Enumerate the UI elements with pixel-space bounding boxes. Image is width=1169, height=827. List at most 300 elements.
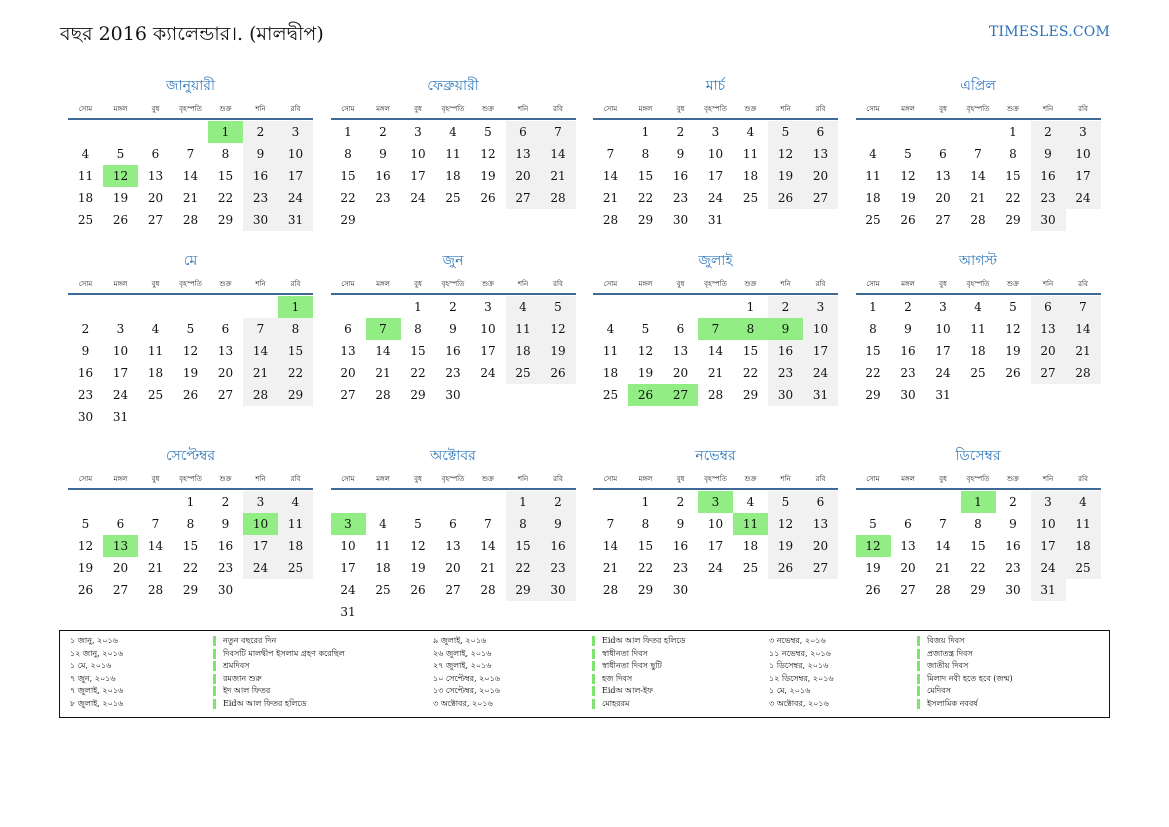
weekday-label: রবি [553,105,563,113]
weekday-label: মঙ্গল [638,280,653,288]
day-cell: 1 [414,300,422,314]
day-cell: 10 [112,344,129,358]
day-cell: 23 [1005,561,1021,575]
weekday-label: সোম [866,475,880,483]
day-cell: 30 [672,583,689,597]
legend-date: ১২ জানু, ২০১৬ [70,648,124,658]
month-name: জুন [442,253,464,269]
day-cell: 27 [900,583,916,597]
day-cell: 11 [970,322,986,336]
day-cell: 25 [970,366,986,380]
day-cell: 17 [1031,535,1066,557]
weekday-label: সোম [341,280,355,288]
day-cell: 29 [182,583,199,597]
day-cell: 19 [182,366,199,380]
legend-dates-col1 [70,635,123,710]
day-cell: 8 [1009,147,1017,161]
day-cell: 8 [869,322,877,336]
day-cell: 6 [344,322,352,336]
day-cell: 21 [602,561,619,575]
day-cell: 5 [541,296,576,318]
day-cell: 21 [1066,340,1101,362]
day-cell: 10 [340,539,356,553]
weekday-label: সোম [603,475,618,483]
day-cell: 25 [375,583,391,597]
day-cell: 21 [480,561,496,575]
day-cell: 23 [672,561,689,575]
day-cell: 5 [116,147,125,161]
day-cell: 6 [221,322,230,336]
day-cell: 16 [672,169,689,183]
day-cell: 23 [672,191,689,205]
day-cell: 16 [541,535,576,557]
site-link[interactable]: TIMESLES.COM [989,24,1110,40]
day-cell: 9 [449,322,457,336]
weekday-label: মঙ্গল [113,105,128,113]
day-cell: 22 [217,191,234,205]
month-calendar [593,249,838,419]
day-cell: 19 [900,191,916,205]
weekday-label: শুক্র [482,105,494,113]
legend-event: স্বাধীনতা দিবস ছুটি [592,660,685,673]
day-cell: 30 [445,388,461,402]
day-cell: 13 [506,143,541,165]
legend-event: মোহররম [592,698,685,711]
weekday-label: শনি [780,475,791,483]
day-cell: 22 [340,191,356,205]
day-cell: 29 [970,583,986,597]
day-cell: 27 [803,187,838,209]
weekday-label: শনি [255,105,266,113]
day-cell: 1 [186,495,195,509]
day-cell: 24 [480,366,496,380]
weekday-label: রবি [290,475,301,483]
header-rule [331,293,576,295]
legend-event: প্রজাতন্ত্র দিবস [917,648,1013,661]
day-cell: 7 [243,318,278,340]
day-cell: 6 [904,517,912,531]
day-cell: 21 [707,366,724,380]
weekday-label: বুধ [151,475,160,483]
day-cell: 17 [278,165,313,187]
weekday-label: মঙ্গল [901,280,915,288]
day-cell: 14 [970,169,986,183]
day-cell: 18 [602,366,619,380]
day-cell: 31 [707,213,724,227]
day-cell: 19 [410,561,426,575]
day-cell: 27 [506,187,541,209]
day-cell: 20 [217,366,234,380]
weekday-label: শুক্র [1007,280,1019,288]
day-cell: 20 [147,191,164,205]
day-cell: 3 [698,491,733,513]
day-cell: 9 [243,143,278,165]
weekday-label: মঙ্গল [901,475,915,483]
day-cell: 1 [506,491,541,513]
day-cell: 10 [278,143,313,165]
day-cell: 22 [410,366,426,380]
day-cell: 23 [768,362,803,384]
weekday-label: বুধ [414,280,422,288]
day-cell: 16 [1031,165,1066,187]
weekday-header [331,278,576,292]
day-cell: 13 [103,535,138,557]
legend-date: ১১ নভেম্বর, ২০১৬ [769,648,831,658]
weekday-label: বৃহস্পতি [179,475,202,483]
weekday-label: শুক্র [1007,105,1019,113]
day-cell: 1 [1009,125,1017,139]
day-cell: 28 [147,583,164,597]
day-cell: 27 [1031,362,1066,384]
day-cell: 4 [1066,491,1101,513]
legend-event: ইসলামিক নববর্ষ [917,698,1013,711]
weekday-label: সোম [866,105,880,113]
day-cell: 12 [182,344,199,358]
day-cell: 26 [865,583,881,597]
day-cell: 24 [707,561,724,575]
day-cell: 2 [81,322,90,336]
weekday-label: সোম [341,475,355,483]
day-cell: 9 [768,318,803,340]
legend-date: ১ ডিসেম্বর, ২০১৬ [769,661,829,670]
weekday-label: সোম [78,475,93,483]
day-cell: 5 [484,125,492,139]
day-cell: 16 [375,169,391,183]
day-cell: 22 [637,561,654,575]
day-cell: 11 [147,344,164,358]
day-cell: 30 [1005,583,1021,597]
day-cell: 30 [541,579,576,601]
day-cell: 5 [641,322,650,336]
weekday-label: মঙ্গল [638,475,653,483]
month-calendar [593,444,838,614]
day-cell: 27 [217,388,234,402]
day-cell: 19 [768,535,803,557]
day-cell: 25 [278,557,313,579]
day-cell: 12 [637,344,654,358]
weekday-label: সোম [78,280,93,288]
legend-marker [213,649,216,659]
day-cell: 6 [803,491,838,513]
weekday-label: শুক্র [219,475,232,483]
day-cell: 1 [344,125,352,139]
legend-event: বিজয় দিবস [917,635,1013,648]
legend-date: ৮ জুলাই, ২০১৬ [70,698,124,708]
day-cell: 28 [602,213,619,227]
day-cell: 25 [445,191,461,205]
day-cell: 13 [445,539,461,553]
day-cell: 13 [217,344,234,358]
weekday-header [331,103,576,117]
day-cell: 5 [768,491,803,513]
weekday-label: বুধ [151,280,160,288]
legend-event: Eidঅ আল-ইফ [592,685,685,698]
month-calendar [68,444,313,614]
day-cell: 19 [480,169,496,183]
day-cell: 13 [340,344,356,358]
day-cell: 25 [77,213,94,227]
day-cell: 27 [340,388,356,402]
legend-date: ৩ অক্টোবর, ২০১৬ [769,698,829,708]
day-cell: 20 [506,165,541,187]
weekday-label: শুক্র [482,280,494,288]
day-cell: 10 [243,513,278,535]
weekday-label: বৃহস্পতি [966,280,990,288]
day-cell: 3 [414,125,422,139]
day-cell: 26 [1005,366,1021,380]
weekday-label: মঙ্গল [376,280,390,288]
day-cell: 24 [340,583,356,597]
month-name: অক্টোবর [430,448,476,464]
day-cell: 24 [112,388,129,402]
day-cell: 6 [116,517,125,531]
day-cell: 22 [278,362,313,384]
header-rule [856,118,1101,120]
legend-dates-col3 [769,635,834,710]
weekday-label: রবি [1078,105,1088,113]
day-cell: 23 [445,366,461,380]
weekday-label: রবি [290,105,301,113]
day-cell: 12 [768,513,803,535]
day-cell: 14 [480,539,496,553]
day-cell: 4 [151,322,160,336]
day-cell: 28 [707,388,724,402]
day-cell: 30 [217,583,234,597]
weekday-header [856,473,1101,487]
day-cell: 11 [1066,513,1101,535]
weekday-label: বৃহস্পতি [441,280,465,288]
legend-date: ২৭ জুলাই, ২০১৬ [433,661,492,670]
day-cell: 29 [506,579,541,601]
weekday-label: শনি [1042,105,1054,113]
day-cell: 29 [410,388,426,402]
header-rule [68,488,313,490]
weekday-label: মঙ্গল [113,475,128,483]
weekday-label: বৃহস্পতি [441,105,465,113]
day-cell: 13 [147,169,164,183]
day-cell: 23 [541,557,576,579]
weekday-label: বুধ [676,105,685,113]
day-cell: 3 [243,491,278,513]
weekday-label: রবি [553,475,563,483]
day-cell: 15 [865,344,881,358]
day-cell: 25 [506,362,541,384]
day-cell: 15 [970,539,986,553]
day-cell: 16 [77,366,94,380]
day-cell: 3 [116,322,125,336]
legend-date: ১২ ডিসেম্বর, ২০১৬ [769,673,834,683]
weekday-label: শুক্র [744,475,757,483]
weekday-label: রবি [290,280,301,288]
month-name: সেপ্টেম্বর [165,448,216,464]
day-cell: 4 [974,300,982,314]
day-cell: 15 [217,169,234,183]
legend-marker [917,699,920,709]
legend-marker [592,649,595,659]
day-cell: 5 [186,322,195,336]
weekday-header [856,103,1101,117]
month-calendar [856,444,1101,614]
day-cell: 12 [541,318,576,340]
day-cell: 27 [663,384,698,406]
weekday-header [593,278,838,292]
month-name: জুলাই [698,253,733,269]
day-cell: 28 [182,213,199,227]
day-cell: 31 [1031,579,1066,601]
day-cell: 11 [602,344,619,358]
legend-date: ৭ জুন, ২০১৬ [70,673,116,683]
day-cell: 21 [602,191,619,205]
legend-marker [917,661,920,671]
legend-dates-col2 [433,635,500,710]
day-cell: 29 [217,213,234,227]
day-cell: 1 [641,495,650,509]
day-cell: 17 [243,535,278,557]
weekday-label: বৃহস্পতি [704,280,727,288]
day-cell: 9 [379,147,387,161]
weekday-label: সোম [78,105,93,113]
day-cell: 23 [1031,187,1066,209]
day-cell: 16 [445,344,461,358]
day-cell: 18 [147,366,164,380]
day-cell: 18 [865,191,881,205]
day-cell: 27 [935,213,951,227]
day-cell: 21 [541,165,576,187]
day-cell: 29 [278,384,313,406]
day-cell: 21 [182,191,199,205]
day-cell: 14 [541,143,576,165]
day-cell: 11 [506,318,541,340]
month-calendar [331,74,576,244]
day-cell: 8 [733,318,768,340]
day-cell: 4 [506,296,541,318]
header-rule [331,488,576,490]
day-cell: 27 [803,557,838,579]
legend-date: ৩ নভেম্বর, ২০১৬ [769,636,826,645]
day-cell: 25 [147,388,164,402]
day-cell: 25 [1066,557,1101,579]
day-cell: 13 [935,169,951,183]
weekday-label: শনি [1042,280,1054,288]
day-cell: 11 [865,169,881,183]
day-cell: 9 [676,147,685,161]
day-cell: 15 [506,535,541,557]
weekday-label: বৃহস্পতি [966,105,990,113]
day-cell: 28 [935,583,951,597]
day-cell: 14 [147,539,164,553]
day-cell: 10 [1066,143,1101,165]
day-cell: 2 [221,495,230,509]
day-cell: 20 [935,191,951,205]
day-cell: 24 [278,187,313,209]
day-cell: 3 [939,300,947,314]
day-cell: 12 [103,165,138,187]
day-cell: 1 [961,491,996,513]
weekday-label: বুধ [939,475,947,483]
legend-date: ১ জানু, ২০১৬ [70,636,118,645]
day-cell: 14 [375,344,391,358]
day-cell: 24 [1031,557,1066,579]
weekday-header [68,473,313,487]
day-cell: 15 [278,340,313,362]
day-cell: 10 [707,517,724,531]
header-rule [331,118,576,120]
day-cell: 18 [77,191,94,205]
day-cell: 13 [1031,318,1066,340]
day-cell: 30 [900,388,916,402]
legend-marker [917,636,920,646]
month-calendar [856,74,1101,244]
month-name: নভেম্বর [695,448,736,464]
day-cell: 2 [1009,495,1017,509]
day-cell: 6 [449,517,457,531]
day-cell: 27 [147,213,164,227]
day-cell: 31 [278,209,313,231]
day-cell: 9 [1009,517,1017,531]
day-cell: 25 [865,213,881,227]
day-cell: 4 [869,147,877,161]
day-cell: 8 [186,517,195,531]
day-cell: 15 [1005,169,1021,183]
day-cell: 7 [606,147,615,161]
day-cell: 1 [208,121,243,143]
day-cell: 28 [970,213,986,227]
weekday-header [856,278,1101,292]
day-cell: 3 [1066,121,1101,143]
day-cell: 7 [484,517,492,531]
day-cell: 1 [746,300,755,314]
weekday-header [331,473,576,487]
day-cell: 23 [77,388,94,402]
day-cell: 9 [541,513,576,535]
day-cell: 29 [1005,213,1021,227]
day-cell: 14 [1066,318,1101,340]
day-cell: 15 [340,169,356,183]
day-cell: 7 [606,517,615,531]
day-cell: 1 [641,125,650,139]
day-cell: 6 [151,147,160,161]
day-cell: 7 [186,147,195,161]
day-cell: 26 [77,583,94,597]
day-cell: 29 [742,388,759,402]
month-calendar [68,74,313,244]
legend-event: নতুন বছরের দিন [213,635,345,648]
weekday-label: বুধ [676,475,685,483]
day-cell: 11 [278,513,313,535]
weekday-label: শনি [255,280,266,288]
day-cell: 15 [637,169,654,183]
weekday-label: বৃহস্পতি [179,105,202,113]
legend-marker [592,674,595,684]
day-cell: 26 [410,583,426,597]
day-cell: 9 [221,517,230,531]
day-cell: 22 [1005,191,1021,205]
month-calendar [68,249,313,424]
day-cell: 26 [541,362,576,384]
day-cell: 2 [768,296,803,318]
legend-events-col1 [213,635,345,710]
day-cell: 11 [733,513,768,535]
day-cell: 13 [900,539,916,553]
month-name: মে [183,253,198,269]
day-cell: 26 [628,384,663,406]
day-cell: 8 [344,147,352,161]
day-cell: 9 [904,322,912,336]
legend-marker [592,661,595,671]
day-cell: 3 [711,125,720,139]
day-cell: 25 [742,561,759,575]
day-cell: 16 [217,539,234,553]
